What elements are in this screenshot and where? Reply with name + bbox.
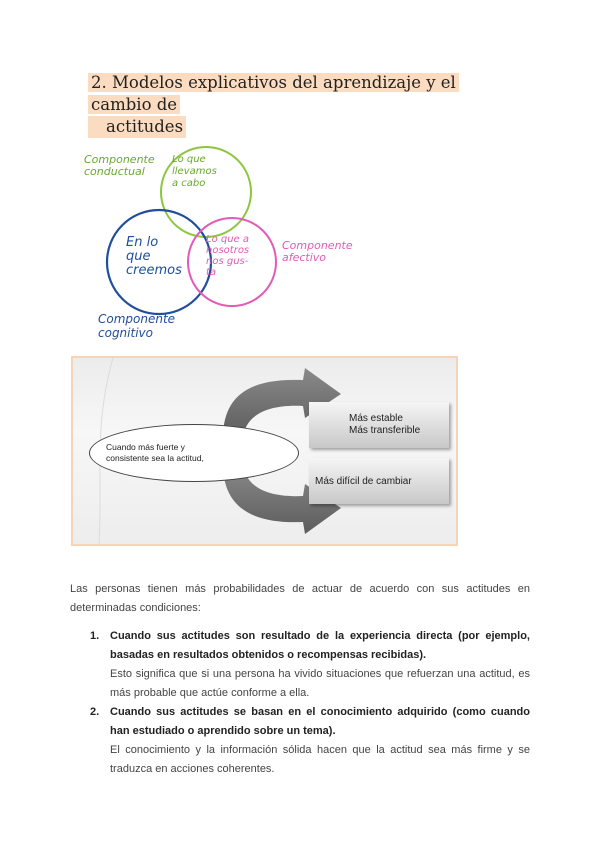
attitude-strength-diagram	[71, 356, 458, 546]
label-componente-afectivo: Componente afectivo	[282, 239, 353, 264]
conditions-list	[90, 627, 530, 779]
text-lo-que-llevamos: Lo que llevamos a cabo	[172, 154, 217, 189]
box-mas-dificil: Más difícil de cambiar	[309, 458, 449, 504]
list-item: 1. Cuando sus actitudes son resultado de la experiencia directa (por ejemplo, basadas en resultados obtenidos o recompensas recibidas). Esto significa que si una persona ha vivido situaciones que refuerzan una actitud, es más probable que actúe conforme a ella.	[90, 630, 530, 699]
list-item: 2. Cuando sus actitudes se basan en el conocimiento adquirido (como cuando han estudiado o aprendido sobre un tema). El conocimiento y la información sólida hacen que la actitud sea más firme y se traduzca en acciones coherentes.	[90, 706, 530, 775]
heading-line-2: actitudes	[88, 116, 186, 138]
label-componente-conductual: Componente conductual	[84, 153, 155, 178]
heading-line-1: 2. Modelos explicativos del aprendizaje y el cambio de	[88, 73, 459, 114]
section-heading	[88, 72, 508, 138]
label-componente-cognitivo: Componente cognitivo	[98, 312, 176, 340]
box-mas-estable: Más estable Más transferible	[309, 402, 449, 448]
text-lo-que-nos-gusta: Lo que a nosotros nos gus- ta	[206, 234, 250, 278]
text-en-lo-que-creemos: En lo que creemos	[126, 235, 182, 278]
venn-diagram	[60, 140, 380, 350]
intro-paragraph: Las personas tienen más probabilidades de actuar de acuerdo con sus actitudes en determinadas condiciones:	[70, 583, 530, 614]
oval-cuando-mas-fuerte: Cuando más fuerte y consistente sea la actitud,	[89, 424, 299, 482]
